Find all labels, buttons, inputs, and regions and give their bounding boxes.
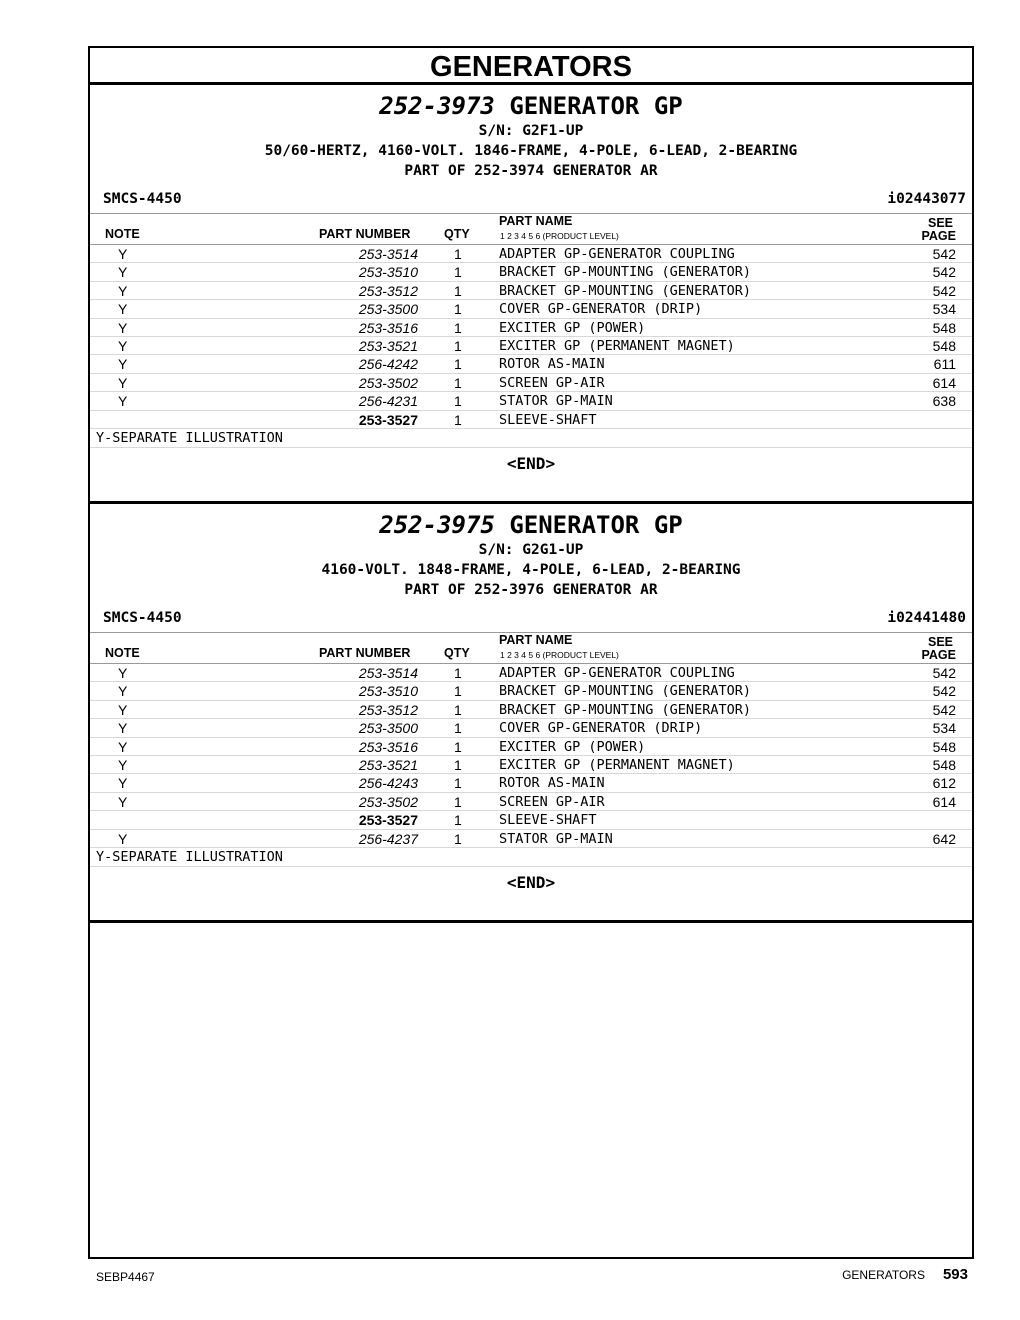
row-see-page: 534 xyxy=(932,301,956,318)
smcs-row xyxy=(90,187,972,209)
row-part-name: ADAPTER GP-GENERATOR COUPLING xyxy=(499,246,735,262)
row-see-page: 542 xyxy=(932,701,956,718)
end-marker: <END> xyxy=(506,872,556,892)
col-product-level: 1 2 3 4 5 6 (PRODUCT LEVEL) xyxy=(500,231,619,241)
row-part-name: EXCITER GP (PERMANENT MAGNET) xyxy=(499,756,735,773)
table-row xyxy=(90,355,972,373)
group-part-number: 252-3973 xyxy=(379,92,495,120)
row-qty: 1 xyxy=(454,411,462,428)
table-row xyxy=(90,300,972,318)
footnote: Y-SEPARATE ILLUSTRATION xyxy=(90,848,972,867)
group-name: GENERATOR GP xyxy=(509,92,683,120)
row-part-number: 253-3514 xyxy=(358,665,418,681)
row-qty: 1 xyxy=(454,393,462,410)
row-part-name: ROTOR AS-MAIN xyxy=(499,356,605,373)
row-part-name: EXCITER GP (POWER) xyxy=(499,738,646,755)
row-part-name: BRACKET GP-MOUNTING (GENERATOR) xyxy=(499,683,751,700)
group-name: GENERATOR GP xyxy=(509,511,683,539)
table-row xyxy=(90,392,972,410)
row-qty: 1 xyxy=(454,701,462,718)
row-part-name: BRACKET GP-MOUNTING (GENERATOR) xyxy=(499,282,751,299)
row-part-name: STATOR GP-MAIN xyxy=(499,393,613,410)
row-note: Y xyxy=(118,264,128,281)
row-qty: 1 xyxy=(454,830,462,847)
col-note: NOTE xyxy=(105,227,140,241)
row-part-number: 253-3512 xyxy=(358,701,418,718)
illustration-id: i02443077 xyxy=(887,191,966,207)
row-see-page: 638 xyxy=(932,393,956,410)
row-part-name: EXCITER GP (PERMANENT MAGNET) xyxy=(499,337,735,354)
group-title xyxy=(90,510,972,540)
parts-section xyxy=(90,510,972,923)
row-see-page: 611 xyxy=(933,356,956,373)
row-note: Y xyxy=(118,301,128,318)
row-note: Y xyxy=(118,683,128,700)
row-part-number: 253-3514 xyxy=(358,246,418,262)
page-title: GENERATORS xyxy=(90,48,972,85)
row-see-page: 548 xyxy=(932,337,956,354)
part-of: PART OF 252-3974 GENERATOR AR xyxy=(404,163,658,179)
footer-section: GENERATORS xyxy=(842,1268,925,1282)
row-see-page: 542 xyxy=(932,246,956,262)
row-note: Y xyxy=(118,775,128,792)
row-qty: 1 xyxy=(454,264,462,281)
row-part-number: 253-3510 xyxy=(358,683,418,700)
parts-section xyxy=(90,91,972,504)
row-part-name: SCREEN GP-AIR xyxy=(499,793,605,810)
row-qty: 1 xyxy=(454,665,462,681)
smcs-row xyxy=(90,606,972,628)
row-qty: 1 xyxy=(454,683,462,700)
row-note: Y xyxy=(118,337,128,354)
row-part-number: 253-3502 xyxy=(358,374,418,391)
table-row xyxy=(90,263,972,281)
row-qty: 1 xyxy=(454,356,462,373)
row-see-page: 614 xyxy=(932,793,956,810)
table-row xyxy=(90,774,972,792)
table-row xyxy=(90,245,972,263)
row-part-number: 253-3516 xyxy=(358,319,418,336)
table-row xyxy=(90,738,972,756)
row-note: Y xyxy=(118,793,128,810)
col-page: PAGE xyxy=(921,229,956,243)
table-row xyxy=(90,682,972,700)
row-part-number: 253-3512 xyxy=(358,282,418,299)
smcs-code: SMCS-4450 xyxy=(103,610,182,626)
row-note: Y xyxy=(118,282,128,299)
row-qty: 1 xyxy=(454,720,462,737)
row-qty: 1 xyxy=(454,246,462,262)
row-note: Y xyxy=(118,665,128,681)
row-part-name: COVER GP-GENERATOR (DRIP) xyxy=(499,720,703,737)
row-note: Y xyxy=(118,356,128,373)
row-part-name: STATOR GP-MAIN xyxy=(499,830,613,847)
col-part-name: PART NAME xyxy=(499,214,573,228)
row-qty: 1 xyxy=(454,775,462,792)
row-note: Y xyxy=(118,319,128,336)
table-row xyxy=(90,830,972,848)
table-row xyxy=(90,793,972,811)
row-note: Y xyxy=(118,830,128,847)
row-part-number: 256-4242 xyxy=(358,356,418,373)
row-qty: 1 xyxy=(454,337,462,354)
row-part-number: 253-3521 xyxy=(358,337,418,354)
row-see-page: 614 xyxy=(932,374,956,391)
row-qty: 1 xyxy=(454,812,462,829)
footnote: Y-SEPARATE ILLUSTRATION xyxy=(90,429,972,448)
row-part-number: 256-4243 xyxy=(358,775,418,792)
row-note: Y xyxy=(118,720,128,737)
column-header xyxy=(90,213,972,245)
row-part-name: COVER GP-GENERATOR (DRIP) xyxy=(499,301,703,318)
col-part-number: PART NUMBER xyxy=(319,646,411,660)
row-part-number: 256-4237 xyxy=(358,830,418,847)
row-see-page: 548 xyxy=(932,756,956,773)
table-row xyxy=(90,411,972,429)
page-frame xyxy=(88,46,974,1259)
row-qty: 1 xyxy=(454,301,462,318)
row-note: Y xyxy=(118,701,128,718)
footer-right xyxy=(842,1266,968,1283)
end-marker: <END> xyxy=(506,453,556,473)
row-part-number: 256-4231 xyxy=(358,393,418,410)
row-part-name: SCREEN GP-AIR xyxy=(499,374,605,391)
row-see-page: 642 xyxy=(932,830,956,847)
row-qty: 1 xyxy=(454,756,462,773)
row-part-number: 253-3502 xyxy=(358,793,418,810)
smcs-code: SMCS-4450 xyxy=(103,191,182,207)
col-page: PAGE xyxy=(921,648,956,662)
serial-number: S/N: G2G1-UP xyxy=(478,542,584,558)
table-row xyxy=(90,374,972,392)
row-see-page: 542 xyxy=(932,282,956,299)
row-note: Y xyxy=(118,374,128,391)
row-note: Y xyxy=(118,738,128,755)
row-note: Y xyxy=(118,393,128,410)
row-part-name: BRACKET GP-MOUNTING (GENERATOR) xyxy=(499,264,751,281)
table-row xyxy=(90,282,972,300)
col-product-level: 1 2 3 4 5 6 (PRODUCT LEVEL) xyxy=(500,650,619,660)
row-qty: 1 xyxy=(454,793,462,810)
row-part-number: 253-3527 xyxy=(358,812,418,829)
row-see-page: 542 xyxy=(932,683,956,700)
row-qty: 1 xyxy=(454,738,462,755)
part-of: PART OF 252-3976 GENERATOR AR xyxy=(404,582,658,598)
row-see-page: 534 xyxy=(932,720,956,737)
row-note: Y xyxy=(118,756,128,773)
row-part-name: ROTOR AS-MAIN xyxy=(499,775,605,792)
col-qty: QTY xyxy=(444,227,470,241)
row-see-page: 548 xyxy=(932,738,956,755)
col-see: SEE xyxy=(927,216,953,230)
row-note: Y xyxy=(118,246,128,262)
group-description: 50/60-HERTZ, 4160-VOLT. 1846-FRAME, 4-POLE, 6-LEAD, 2-BEARING xyxy=(264,143,798,159)
row-part-name: BRACKET GP-MOUNTING (GENERATOR) xyxy=(499,701,751,718)
row-part-number: 253-3500 xyxy=(358,720,418,737)
row-part-number: 253-3510 xyxy=(358,264,418,281)
row-see-page: 612 xyxy=(932,775,956,792)
column-header xyxy=(90,632,972,664)
col-note: NOTE xyxy=(105,646,140,660)
group-description: 4160-VOLT. 1848-FRAME, 4-POLE, 6-LEAD, 2-BEARING xyxy=(321,562,741,578)
row-part-number: 253-3527 xyxy=(358,411,418,428)
table-row xyxy=(90,719,972,737)
row-part-number: 253-3500 xyxy=(358,301,418,318)
serial-number: S/N: G2F1-UP xyxy=(478,123,584,139)
row-qty: 1 xyxy=(454,374,462,391)
table-row xyxy=(90,337,972,355)
row-part-name: SLEEVE-SHAFT xyxy=(499,812,597,829)
row-part-number: 253-3521 xyxy=(358,756,418,773)
col-part-name: PART NAME xyxy=(499,633,573,647)
group-title xyxy=(90,91,972,121)
illustration-id: i02441480 xyxy=(887,610,966,626)
group-part-number: 252-3975 xyxy=(379,511,495,539)
row-part-name: SLEEVE-SHAFT xyxy=(499,411,597,428)
row-see-page: 542 xyxy=(932,665,956,681)
row-see-page: 542 xyxy=(932,264,956,281)
table-row xyxy=(90,701,972,719)
table-row xyxy=(90,811,972,829)
col-part-number: PART NUMBER xyxy=(319,227,411,241)
sections-container xyxy=(90,91,972,923)
row-see-page: 548 xyxy=(932,319,956,336)
page-number: 593 xyxy=(942,1266,968,1283)
table-row xyxy=(90,319,972,337)
row-part-name: EXCITER GP (POWER) xyxy=(499,319,646,336)
row-part-name: ADAPTER GP-GENERATOR COUPLING xyxy=(499,665,735,681)
document-number: SEBP4467 xyxy=(96,1270,155,1284)
table-row xyxy=(90,756,972,774)
row-qty: 1 xyxy=(454,282,462,299)
table-row xyxy=(90,664,972,682)
col-see: SEE xyxy=(927,635,953,649)
row-part-number: 253-3516 xyxy=(358,738,418,755)
row-qty: 1 xyxy=(454,319,462,336)
col-qty: QTY xyxy=(444,646,470,660)
